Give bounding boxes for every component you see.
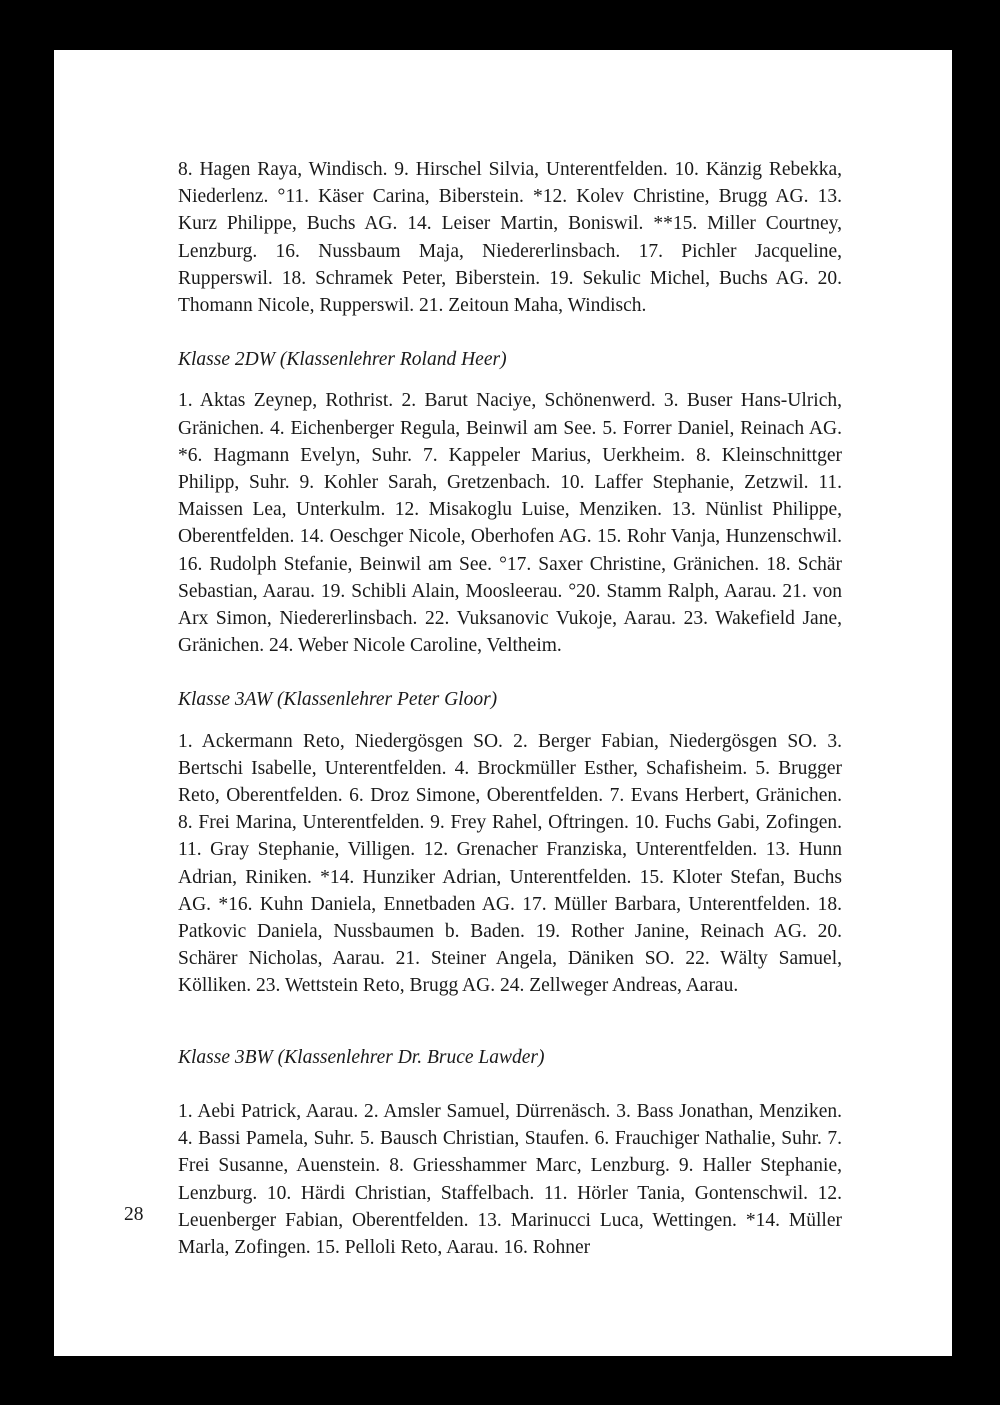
section-text-3aw: 1. Ackermann Reto, Niedergösgen SO. 2. Berger Fabian, Niedergösgen SO. 3. Bertschi Isabelle, Unterentfelden. 4. Brockmüller Esther, Schafisheim. 5. Brugger Reto, Oberentfelden. 6. Droz Simone, Oberentfelden. 7. Evans Herbert, Gränichen. 8. Frei Marina, Unterentfelden. 9. Frey Rahel, Oftringen. 10. Fuchs Gabi, Zofingen. 11. Gray Stephanie, Villigen. 12. Grenacher Franziska, Unterentfelden. 13. Hunn Adrian, Riniken. *14. Hunziker Adrian, Unterentfelden. 15. Kloter Stefan, Buchs AG. *16. Kuhn Daniela, Ennetbaden AG. 17. Müller Barbara, Unterentfelden. 18. Patkovic Daniela, Nussbaumen b. Baden. 19. Rother Janine, Reinach AG. 20. Schärer Nicholas, Aarau. 21. Steiner Angela, Däniken SO. 22. Wälty Samuel, Kölliken. 23. Wettstein Reto, Brugg AG. 24. Zellweger Andreas, Aarau. (178, 730, 842, 997)
section-heading-3bw: Klasse 3BW (Klassenlehrer Dr. Bruce Lawder) (178, 1046, 545, 1068)
section-heading-2dw: Klasse 2DW (Klassenlehrer Roland Heer) (178, 349, 507, 371)
page-content (178, 156, 842, 1261)
section-text-3bw: 1. Aebi Patrick, Aarau. 2. Amsler Samuel, Dürrenäsch. 3. Bass Jonathan, Menziken. 4. Bassi Pamela, Suhr. 5. Bausch Christian, Staufen. 6. Frauchiger Nathalie, Suhr. 7. Frei Susanne, Auenstein. 8. Griesshammer Marc, Lenzburg. 9. Haller Stephanie, Lenzburg. 10. Härdi Christian, Staffelbach. 11. Hörler Tania, Gontenschwil. 12. Leuenberger Fabian, Oberentfelden. 13. Marinucci Luca, Wettingen. *14. Müller Marla, Zofingen. 15. Pelloli Reto, Aarau. 16. Rohner (178, 1100, 842, 1258)
section-heading-3aw: Klasse 3AW (Klassenlehrer Peter Gloor) (178, 689, 498, 711)
intro-paragraph: 8. Hagen Raya, Windisch. 9. Hirschel Silvia, Unterentfelden. 10. Känzig Rebekka, Niederlenz. °11. Käser Carina, Biberstein. *12. Kolev Christine, Brugg AG. 13. Kurz Philippe, Buchs AG. 14. Leiser Martin, Boniswil. **15. Miller Courtney, Lenzburg. 16. Nussbaum Maja, Niedererlinsbach. 17. Pichler Jacqueline, Rupperswil. 18. Schramek Peter, Biberstein. 19. Sekulic Michel, Buchs AG. 20. Thomann Nicole, Rupperswil. 21. Zeitoun Maha, Windisch. (178, 159, 842, 317)
page-number: 28 (124, 1204, 144, 1225)
document-page (54, 50, 952, 1356)
section-text-2dw: 1. Aktas Zeynep, Rothrist. 2. Barut Naciye, Schönenwerd. 3. Buser Hans-Ulrich, Gränichen. 4. Eichenberger Regula, Beinwil am See. 5. Forrer Daniel, Reinach AG. *6. Hagmann Evelyn, Suhr. 7. Kappeler Marius, Uerkheim. 8. Kleinschnittger Philipp, Suhr. 9. Kohler Sarah, Gretzenbach. 10. Laffer Stephanie, Zetzwil. 11. Maissen Lea, Unterkulm. 12. Misakoglu Luise, Menziken. 13. Nünlist Philippe, Oberentfelden. 14. Oeschger Nicole, Oberhofen AG. 15. Rohr Vanja, Hunzenschwil. 16. Rudolph Stefanie, Beinwil am See. °17. Saxer Christine, Gränichen. 18. Schär Sebastian, Aarau. 19. Schibli Alain, Moosleerau. °20. Stamm Ralph, Aarau. 21. von Arx Simon, Niedererlinsbach. 22. Vuksanovic Vukoje, Aarau. 23. Wakefield Jane, Gränichen. 24. Weber Nicole Caroline, Veltheim. (178, 390, 842, 657)
